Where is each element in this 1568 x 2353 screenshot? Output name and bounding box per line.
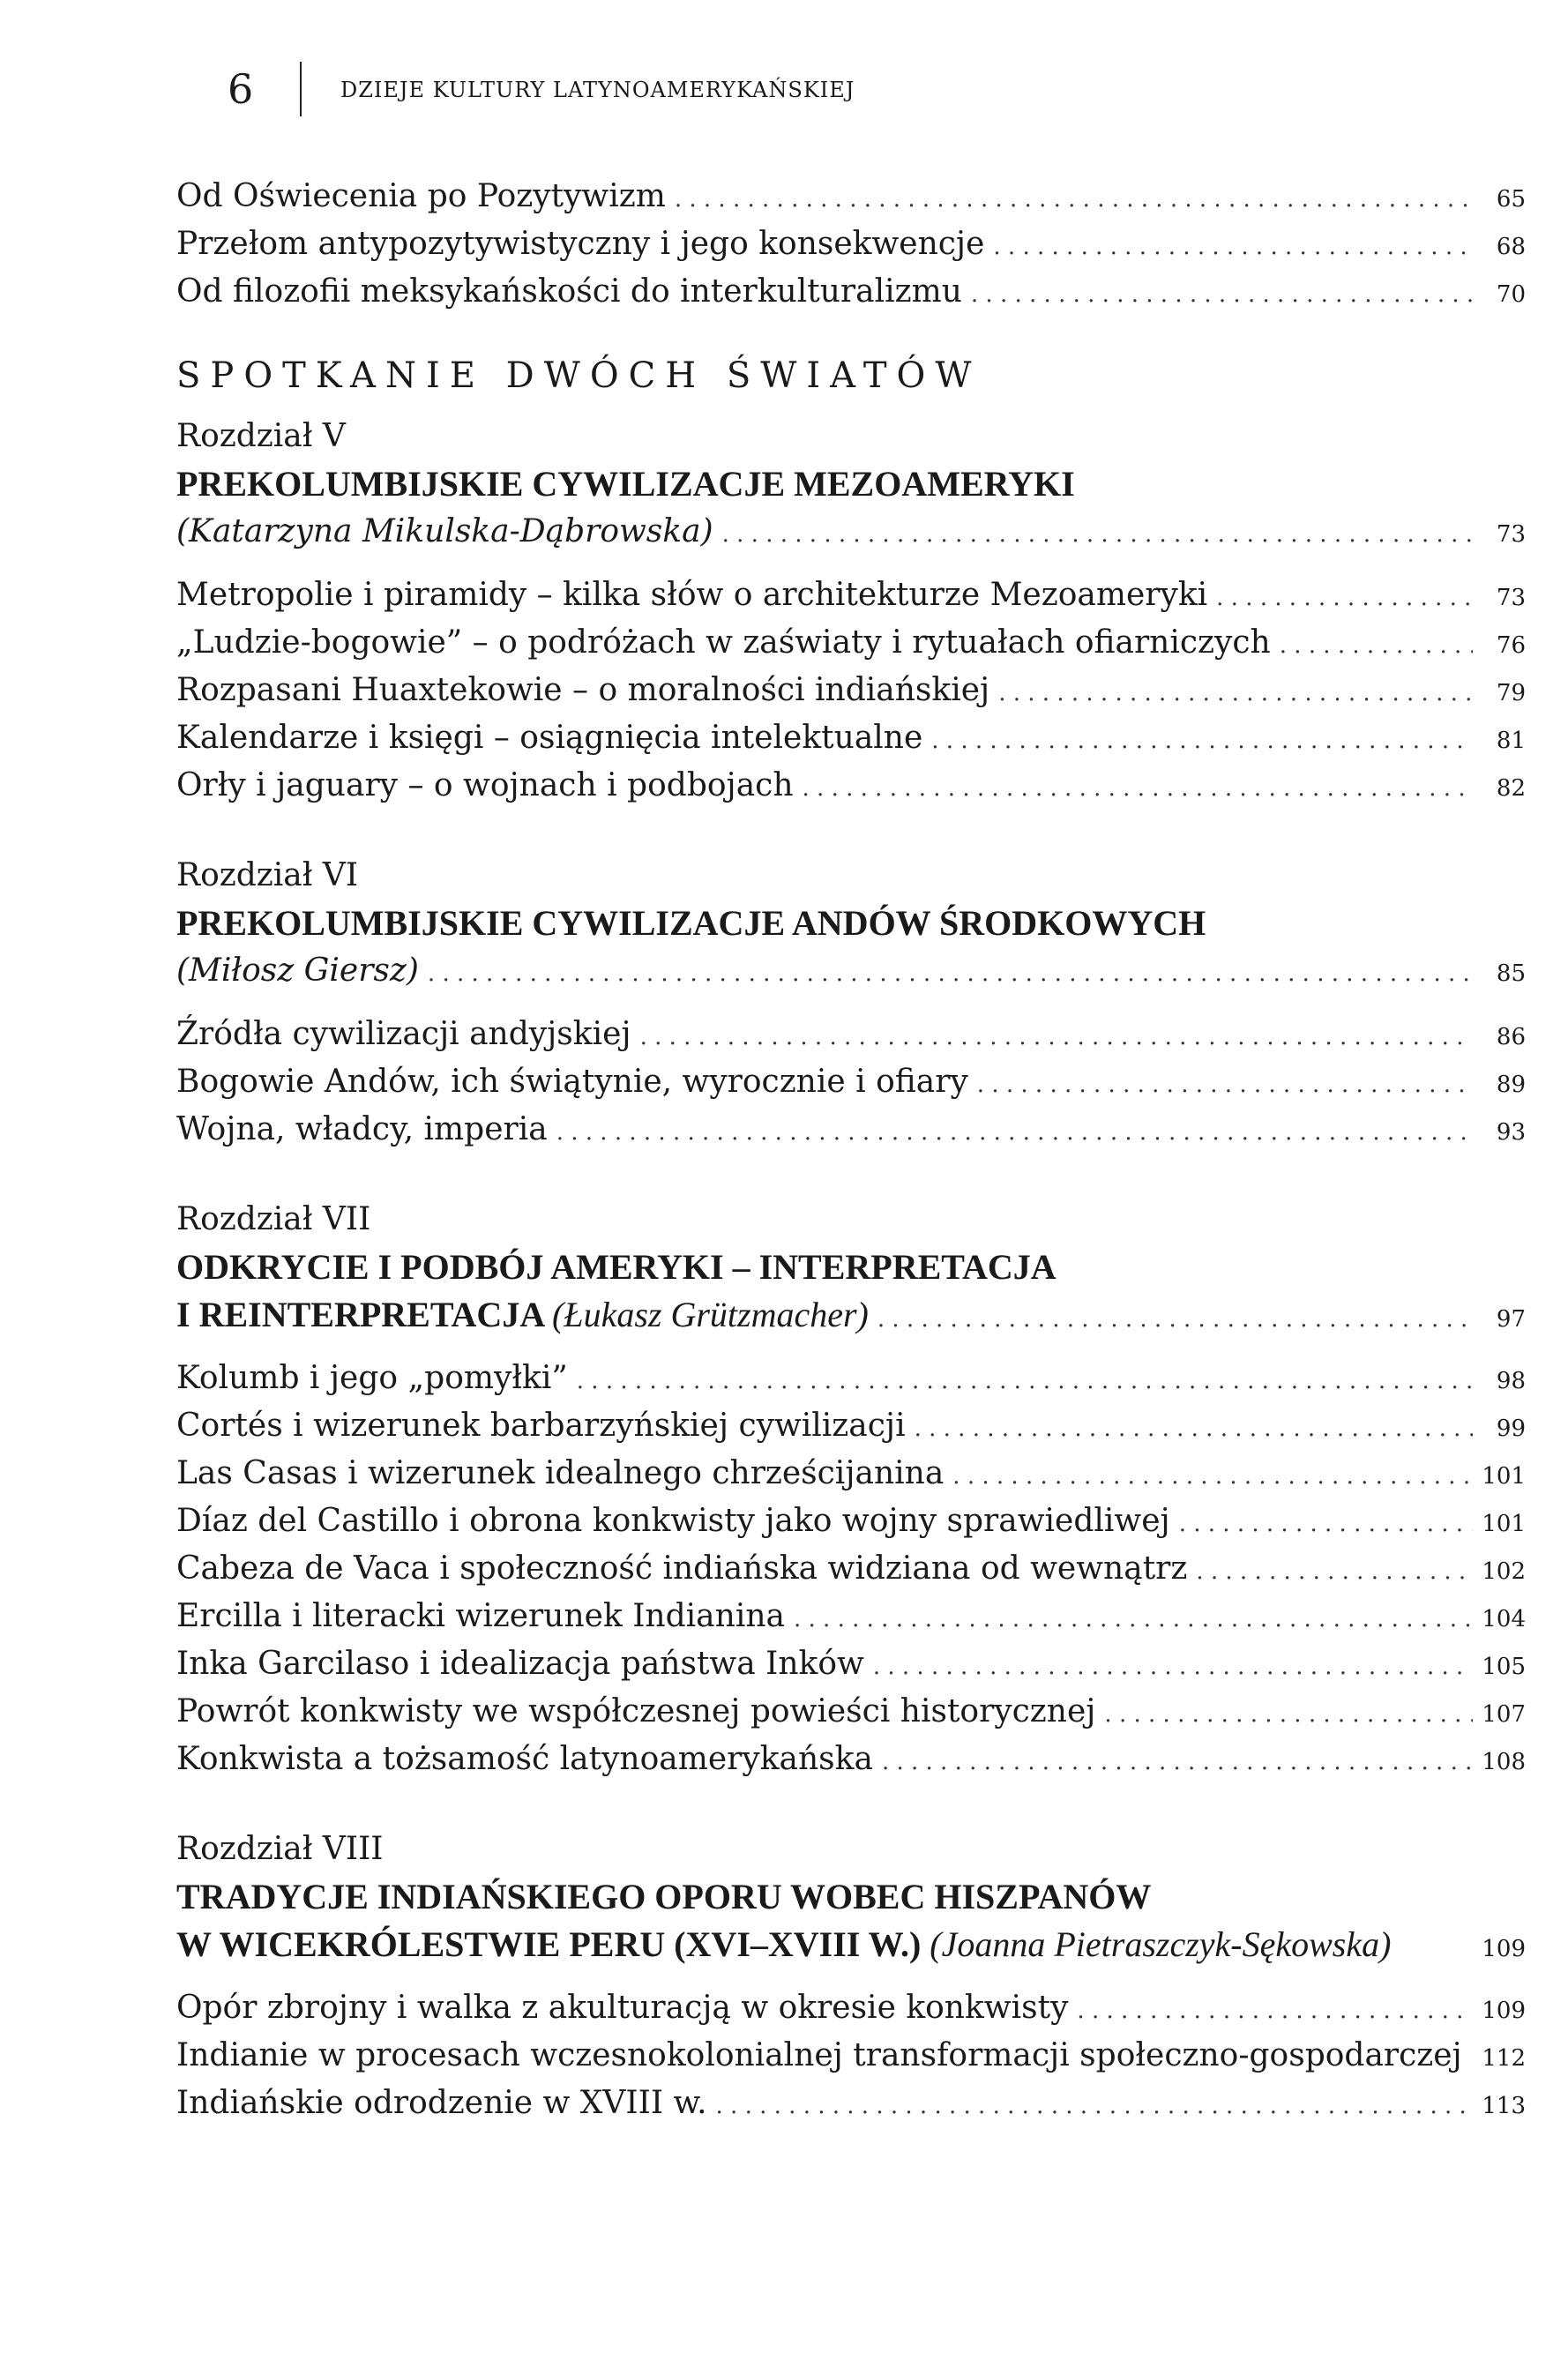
toc-entry-title: Bogowie Andów, ich świątynie, wyrocznie i ofiary <box>176 1064 968 1100</box>
running-header <box>228 62 1480 115</box>
toc-entry[interactable] <box>176 1498 1526 1545</box>
chapter-author-entry[interactable] <box>176 508 1526 556</box>
toc-entry-page: 76 <box>1496 632 1526 659</box>
toc-entry[interactable] <box>176 268 1526 316</box>
toc-entry-page: 98 <box>1496 1368 1526 1394</box>
dot-leader <box>577 1357 1473 1405</box>
dot-leader <box>556 1109 1473 1156</box>
chapter-label: Rozdział VIII <box>176 1831 384 1867</box>
dot-leader <box>1179 1500 1473 1548</box>
dot-leader <box>952 1453 1473 1500</box>
toc-entry-title: Źródła cywilizacji andyjskiej <box>176 1016 631 1052</box>
dot-leader <box>931 717 1473 765</box>
toc-entry-title: Inka Garcilaso i idealizacja państwa Inków <box>176 1646 864 1682</box>
toc-entry[interactable] <box>176 2032 1526 2080</box>
toc-entry[interactable] <box>176 1355 1526 1402</box>
dot-leader <box>1104 1691 1473 1738</box>
chapter-title: PREKOLUMBIJSKIE CYWILIZACJE MEZOAMERYKI <box>176 464 1075 504</box>
toc-entry[interactable] <box>176 1106 1526 1154</box>
dot-leader <box>1077 1987 1473 2035</box>
toc-entry-title: Cortés i wizerunek barbarzyńskiej cywilizacji <box>176 1408 906 1444</box>
toc-entry-page: 107 <box>1482 1701 1526 1728</box>
toc-entry-title: Kalendarze i księgi – osiągnięcia intelektualne <box>176 720 923 756</box>
dot-leader <box>977 1061 1473 1109</box>
dot-leader <box>803 765 1473 812</box>
chapter-author: (Katarzyna Mikulska-Dąbrowska) <box>176 513 713 549</box>
chapter-page: 85 <box>1496 960 1526 987</box>
chapter-page: 97 <box>1496 1306 1526 1333</box>
toc-entry-title: Díaz del Castillo i obrona konkwisty jako wojny sprawiedliwej <box>176 1503 1170 1539</box>
dot-leader <box>873 1643 1473 1691</box>
dot-leader <box>998 669 1473 717</box>
toc-entry-title: Cabeza de Vaca i społeczność indiańska widziana od wewnątrz <box>176 1550 1188 1587</box>
toc-entry-title: Orły i jaguary – o wojnach i podbojach <box>176 767 794 803</box>
dot-leader <box>915 1405 1473 1453</box>
chapter-title-line2: I REINTERPRETACJA <box>176 1295 543 1334</box>
toc-entry-page: 68 <box>1496 234 1526 260</box>
toc-entry-title: Przełom antypozytywistyczny i jego konsekwencje <box>176 226 985 262</box>
chapter-author: (Miłosz Giersz) <box>176 952 419 989</box>
chapter-page: 109 <box>1482 1936 1526 1962</box>
chapter-author-entry[interactable] <box>176 1291 1526 1339</box>
toc-entry[interactable] <box>176 1545 1526 1593</box>
chapter-title-continued <box>176 1291 869 1339</box>
chapter-author-entry[interactable] <box>176 947 1526 995</box>
section-heading: SPOTKANIE DWÓCH ŚWIATÓW <box>176 355 982 396</box>
chapter-vi <box>176 852 1526 1154</box>
dot-leader <box>993 223 1473 271</box>
toc-entry[interactable] <box>176 667 1526 714</box>
toc-entry[interactable] <box>176 1011 1526 1058</box>
toc-entry[interactable] <box>176 762 1526 810</box>
dot-leader <box>1280 622 1473 669</box>
chapter-label: Rozdział VI <box>176 857 359 893</box>
dot-leader <box>971 271 1473 318</box>
dot-leader <box>428 950 1473 997</box>
toc-entry-title: Od Oświecenia po Pozytywizm <box>176 178 666 214</box>
table-of-contents <box>176 173 1526 2127</box>
toc-entry-page: 104 <box>1482 1606 1526 1632</box>
toc-entry-page: 79 <box>1496 680 1526 706</box>
toc-entry-title: Od filozofii meksykańskości do interkulturalizmu <box>176 273 962 310</box>
toc-entry[interactable] <box>176 1984 1526 2032</box>
toc-entry-page: 65 <box>1496 186 1526 213</box>
chapter-title-line2: W WICEKRÓLESTWIE PERU (XVI–XVIII W.) <box>176 1924 922 1964</box>
toc-entry[interactable] <box>176 220 1526 268</box>
toc-entry-title: Wojna, władcy, imperia <box>176 1111 548 1147</box>
dot-leader <box>882 1738 1473 1786</box>
running-title: DZIEJE KULTURY LATYNOAMERYKAŃSKIEJ <box>340 78 855 102</box>
toc-entry-page: 105 <box>1482 1654 1526 1680</box>
chapter-title-continued <box>176 1921 1391 1968</box>
toc-entry-page: 82 <box>1496 775 1526 802</box>
dot-leader <box>722 511 1473 558</box>
toc-entry-page: 112 <box>1482 2045 1526 2072</box>
toc-entry-title: Kolumb i jego „pomyłki” <box>176 1360 568 1396</box>
chapter-viii <box>176 1826 1526 2127</box>
toc-entry-page: 113 <box>1482 2093 1526 2119</box>
chapter-label: Rozdział VII <box>176 1201 371 1237</box>
toc-entry-page: 81 <box>1496 728 1526 754</box>
chapter-author: (Łukasz Grützmacher) <box>552 1295 869 1334</box>
toc-entry-title: „Ludzie-bogowie” – o podróżach w zaświaty i rytuałach ofiarniczych <box>176 624 1271 661</box>
toc-entry-title: Las Casas i wizerunek idealnego chrześcijanina <box>176 1455 945 1491</box>
toc-entry[interactable] <box>176 173 1526 220</box>
chapter-title: TRADYCJE INDIAŃSKIEGO OPORU WOBEC HISZPANÓW <box>176 1877 1152 1916</box>
toc-entry[interactable] <box>176 1736 1526 1783</box>
toc-entry-title: Opór zbrojny i walka z akulturacją w okresie konkwisty <box>176 1990 1069 2026</box>
toc-entry[interactable] <box>176 1402 1526 1450</box>
toc-entry-title: Ercilla i literacki wizerunek Indianina <box>176 1598 785 1634</box>
toc-entry[interactable] <box>176 619 1526 667</box>
toc-entry-title: Indiańskie odrodzenie w XVIII w. <box>176 2085 707 2121</box>
toc-entry-page: 89 <box>1496 1072 1526 1098</box>
chapter-title: PREKOLUMBIJSKIE CYWILIZACJE ANDÓW ŚRODKOWYCH <box>176 903 1206 943</box>
toc-entry[interactable] <box>176 1688 1526 1736</box>
page-number: 6 <box>228 65 254 113</box>
toc-entry-title: Rozpasani Huaxtekowie – o moralności indiańskiej <box>176 672 990 708</box>
toc-entry-page: 102 <box>1482 1558 1526 1585</box>
toc-entry[interactable] <box>176 1058 1526 1106</box>
chapter-author: (Joanna Pietraszczyk-Sękowska) <box>930 1924 1392 1964</box>
chapter-v <box>176 413 1526 810</box>
toc-entry[interactable] <box>176 1593 1526 1640</box>
dot-leader <box>716 2082 1473 2130</box>
chapter-author-entry[interactable] <box>176 1921 1526 1968</box>
intro-entries <box>176 173 1526 316</box>
dot-leader <box>1196 1548 1473 1595</box>
toc-entry-page: 73 <box>1496 585 1526 611</box>
toc-entry-title: Powrót konkwisty we współczesnej powieści historycznej <box>176 1693 1096 1729</box>
toc-entry-page: 70 <box>1496 281 1526 308</box>
toc-entry-page: 99 <box>1496 1416 1526 1442</box>
toc-entry-page: 109 <box>1482 1998 1526 2024</box>
chapter-label: Rozdział V <box>176 418 346 454</box>
dot-leader <box>1216 574 1473 622</box>
toc-entry-page: 93 <box>1496 1119 1526 1146</box>
chapter-title: ODKRYCIE I PODBÓJ AMERYKI – INTERPRETACJA <box>176 1247 1057 1287</box>
toc-entry[interactable] <box>176 1450 1526 1498</box>
toc-entry[interactable] <box>176 2080 1526 2127</box>
toc-entry-page: 108 <box>1482 1749 1526 1775</box>
dot-leader <box>675 176 1473 223</box>
dot-leader <box>794 1595 1473 1643</box>
toc-entry-title: Indianie w procesach wczesnokolonialnej transformacji społeczno-gospodarczej <box>176 2037 1462 2073</box>
header-divider <box>300 62 302 116</box>
dot-leader <box>640 1013 1473 1061</box>
toc-entry-page: 101 <box>1482 1511 1526 1537</box>
toc-entry-page: 101 <box>1482 1463 1526 1490</box>
toc-entry[interactable] <box>176 1640 1526 1688</box>
toc-entry[interactable] <box>176 571 1526 619</box>
toc-entry-title: Metropolie i piramidy – kilka słów o architekturze Mezoameryki <box>176 577 1208 613</box>
chapter-page: 73 <box>1496 521 1526 548</box>
toc-entry-title: Konkwista a tożsamość latynoamerykańska <box>176 1741 873 1777</box>
toc-entry[interactable] <box>176 714 1526 762</box>
dot-leader <box>877 1296 1473 1343</box>
chapter-vii <box>176 1196 1526 1783</box>
toc-entry-page: 86 <box>1496 1024 1526 1050</box>
